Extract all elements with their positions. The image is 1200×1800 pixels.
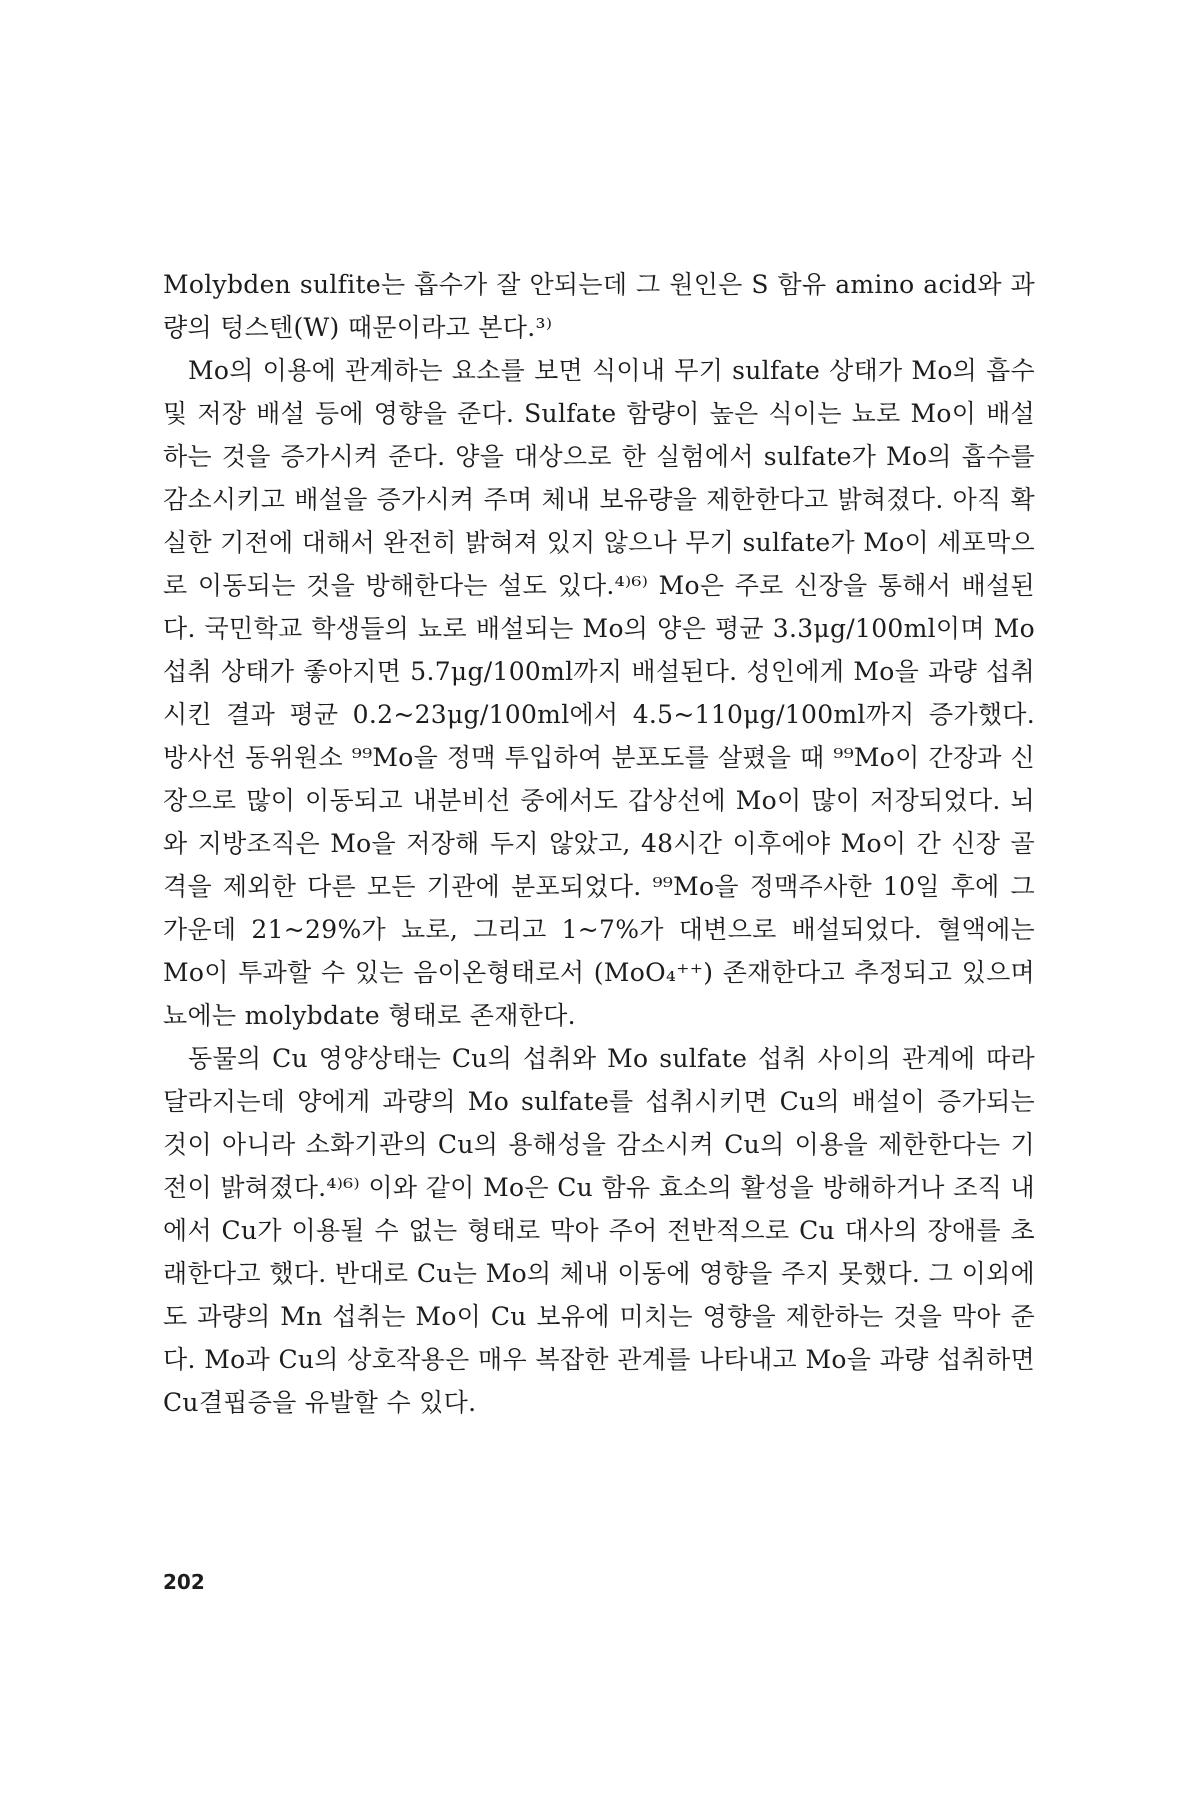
- paragraph-2: Mo의 이용에 관계하는 요소를 보면 식이내 무기 sulfate 상태가 Mo의 흡수 및 저장 배설 등에 영향을 준다. Sulfate 함량이 높은 식이는 뇨로 Mo이 배설하는 것을 증가시켜 준다. 양을 대상으로 한 실험에서 sulfate가 Mo의 흡수를 감소시키고 배설을 증가시켜 주며 체내 보유량을 제한한다고 밝혀졌다. 아직 확실한 기전에 대해서 완전히 밝혀져 있지 않으나 무기 sulfate가 Mo이 세포막으로 이동되는 것을 방해한다는 설도 있다.⁴⁾⁶⁾ Mo은 주로 신장을 통해서 배설된다. 국민학교 학생들의 뇨로 배설되는 Mo의 양은 평균 3.3μg/100ml이며 Mo섭취 상태가 좋아지면 5.7μg/100ml까지 배설된다. 성인에게 Mo을 과량 섭취시킨 결과 평균 0.2~23μg/100ml에서 4.5~110μg/100ml까지 증가했다. 방사선 동위원소 ⁹⁹Mo을 정맥 투입하여 분포도를 살폈을 때 ⁹⁹Mo이 간장과 신장으로 많이 이동되고 내분비선 중에서도 갑상선에 Mo이 많이 저장되었다. 뇌와 지방조직은 Mo을 저장해 두지 않았고, 48시간 이후에야 Mo이 간 신장 골격을 제외한 다른 모든 기관에 분포되었다. ⁹⁹Mo을 정맥주사한 10일 후에 그 가운데 21~29%가 뇨로, 그리고 1~7%가 대변으로 배설되었다. 혈액에는 Mo이 투과할 수 있는 음이온형태로서 (MoO₄⁺⁺) 존재한다고 추정되고 있으며 뇨에는 molybdate 형태로 존재한다.: [163, 356, 1036, 1030]
- paragraph-3: 동물의 Cu 영양상태는 Cu의 섭취와 Mo sulfate 섭취 사이의 관계에 따라 달라지는데 양에게 과량의 Mo sulfate를 섭취시키면 Cu의 배설이 증가되는 것이 아니라 소화기관의 Cu의 용해성을 감소시켜 Cu의 이용을 제한한다는 기전이 밝혀졌다.⁴⁾⁶⁾ 이와 같이 Mo은 Cu 함유 효소의 활성을 방해하거나 조직 내에서 Cu가 이용될 수 없는 형태로 막아 주어 전반적으로 Cu 대사의 장애를 초래한다고 했다. 반대로 Cu는 Mo의 체내 이동에 영향을 주지 못했다. 그 이외에도 과량의 Mn 섭취는 Mo이 Cu 보유에 미치는 영향을 제한하는 것을 막아 준다. Mo과 Cu의 상호작용은 매우 복잡한 관계를 나타내고 Mo을 과량 섭취하면 Cu결핍증을 유발할 수 있다.: [163, 1044, 1035, 1417]
- paragraph-1: Molybden sulfite는 흡수가 잘 안되는데 그 원인은 S 함유 amino acid와 과량의 텅스텐(W) 때문이라고 본다.³⁾: [163, 270, 1035, 342]
- body-text: [163, 263, 1035, 1424]
- page-number: 202: [163, 1570, 205, 1594]
